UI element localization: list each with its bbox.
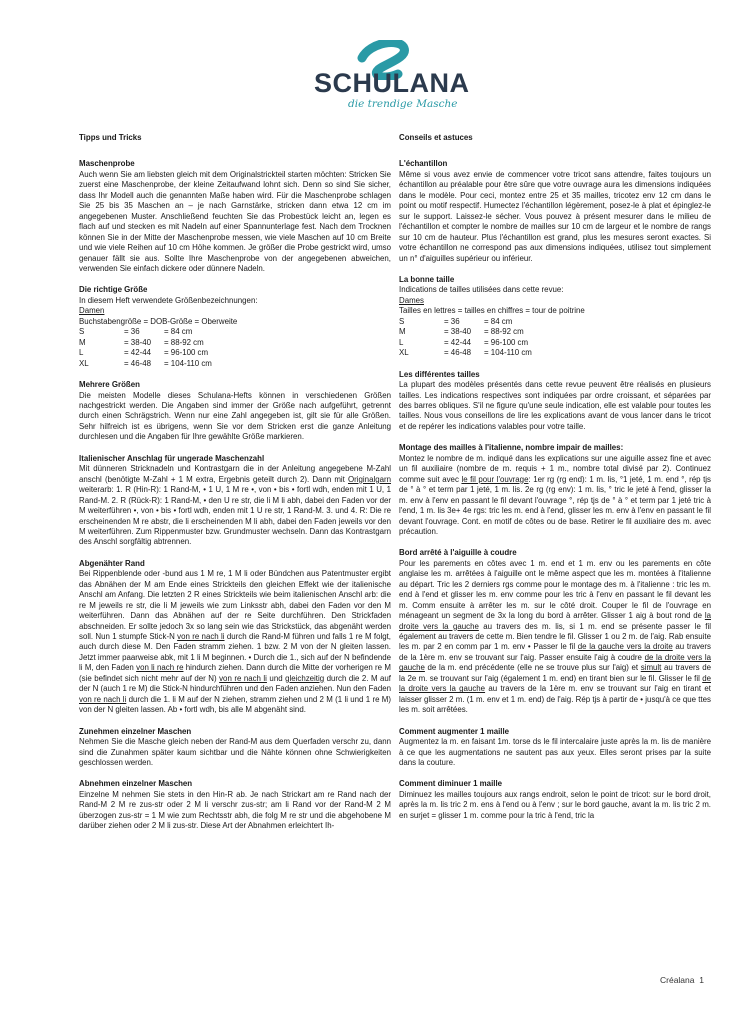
- table-cell: = 38-40: [444, 327, 471, 337]
- fr-taille-intro: Indications de tailles utilisées dans cette revue:: [399, 285, 564, 295]
- table-cell: M: [79, 337, 86, 347]
- underlined-phrase: simult: [640, 663, 662, 673]
- fr-section-augmenter: [399, 727, 711, 769]
- fr-heading: Conseils et astuces: [399, 133, 473, 142]
- text-run: durch die 1. li M auf der N ziehen, stramm ziehen und 2 M (1 li und 1 re M) von der N gleiten lassen. Ab • fortl wdh, bis alle M abgenäht sind.: [79, 694, 391, 715]
- table-cell: XL: [79, 358, 89, 368]
- table-cell: = 46-48: [444, 348, 471, 358]
- table-row: [399, 327, 532, 337]
- underlined-phrase: de la gauche vers la droite: [577, 642, 673, 652]
- german-column: [79, 133, 391, 843]
- underlined-phrase: von li nach re: [136, 663, 184, 673]
- fr-bord-title: Bord arrêté à l'aiguille à coudre: [399, 548, 517, 558]
- de-section-anschlag: [79, 454, 391, 548]
- underlined-phrase: Originalgarn: [348, 474, 391, 484]
- french-column: [399, 133, 711, 832]
- footer-brand: Créalana: [660, 975, 695, 985]
- fr-taille-title: La bonne taille: [399, 274, 455, 284]
- text-run: Montez le nombre de m. indiqué dans les explications sur une aiguille assez fine et avec un fil auxiliaire (nombre de m. requis + 1 m., nombre total divisé par 2). Continuez comme suit avec: [399, 453, 711, 484]
- fr-bord-text: [399, 559, 711, 716]
- text-run: Bei Rippenblende oder -bund aus 1 M re, 1 M li oder Bündchen aus Patentmuster ergibt das Abnähen der M am Ende eines Strickteils den gleichen Effekt wie der italienische Anschl am Anfang. Die letzten 2 R eines Strickteils wie beim italienischen Anschl arb: die re M jeweils re str, die li M jeweils wie zum Linksstr abh, dabei den Faden vor den M weiterführen. Dann das Abnähen auf der re Seite durchführen. Den Strickfaden abschneiden. Er sollte jedoch 3x so lang sein wie das Strickstück, das abgenäht werden soll. Nun 1 stumpfe Stick-N: [79, 569, 391, 642]
- fr-diminuer-title: Comment diminuer 1 maille: [399, 779, 503, 789]
- de-anschlag-title: Italienischer Anschlag für ungerade Maschenzahl: [79, 453, 265, 463]
- logo-tagline: die trendige Masche: [348, 98, 458, 110]
- text-run: au travers de la 2e m. se trouvant sur l'aig (également 1 m. end) en tirant bien sur le fil. Glisser le fil: [399, 663, 711, 683]
- fr-section-bord: [399, 548, 711, 715]
- table-cell: = 104-110 cm: [164, 358, 212, 368]
- table-cell: = 96-100 cm: [164, 348, 209, 358]
- text-run: durch die Rand-M führen und falls 1 re M folgt, auch durch diese M. Den Faden stramm ziehen. 1 bzw. 2 M von der N gleiten lassen. Jetzt immer paarweise abk, mit 1 li M beginnen. • Durch die 1., sich auf der N befindende li M, den Faden: [79, 632, 391, 673]
- table-cell: = 46-48: [124, 358, 151, 368]
- de-mehrere-text: Die meisten Modelle dieses Schulana-Hefts können in verschiedenen Größen nachgestrickt werden. Die Angaben sind immer der Größe nach aufgeführt, getrennt durch einen Schrägstrich. Wenn nur eine Zahl angegeben ist, gilt sie für alle Größen. Sehr hilfreich ist es übrigens, wenn Sie vor dem Stricken erst die ganze Anleitung durchlesen und die Angaben für Ihre gewählte Größe markieren.: [79, 390, 391, 442]
- de-groesse-legend: Buchstabengröße = DOB-Größe = Oberweite: [79, 316, 238, 326]
- text-run: au travers des m. lis, si 1 m. end se présente passer le fil également au travers de cette m. Bien tendre le fil. Glisser 1 ou 2 m. de l'aig. Rab ensuite les m. par 2 en comm par 1 m. env • Passer le fil: [399, 621, 711, 652]
- de-section-maschenprobe: [79, 159, 391, 274]
- de-anschlag-text: [79, 464, 391, 548]
- underlined-phrase: gleichzeitig: [285, 673, 325, 683]
- de-rand-title: Abgenähter Rand: [79, 558, 145, 568]
- table-cell: = 38-40: [124, 337, 151, 347]
- table-cell: = 88-92 cm: [484, 327, 524, 337]
- fr-tailles-title: Les différentes tailles: [399, 369, 480, 379]
- de-size-table: [79, 327, 212, 369]
- table-cell: XL: [399, 348, 409, 358]
- de-abnehmen-title: Abnehmen einzelner Maschen: [79, 779, 193, 789]
- de-zunehmen-title: Zunehmen einzelner Maschen: [79, 726, 192, 736]
- text-run: au travers de la 1ère m. env se trouvant sur l'aig en tirant et laisser glisser 2 m. (1 m. env et 1 m. end) de l'aig. Rép tjs à partir de • jusqu'à ce que ttes les m. soit arrêtées.: [399, 684, 711, 715]
- table-row: [399, 348, 532, 358]
- de-section-rand: [79, 559, 391, 716]
- table-row: [79, 359, 212, 369]
- underlined-phrase: de la droite vers la gauche: [399, 652, 711, 673]
- table-cell: = 84 cm: [484, 316, 513, 326]
- de-maschenprobe-text: Auch wenn Sie am liebsten gleich mit dem Originalstrickteil starten möchten: Stricken Sie zuerst eine Maschenprobe, der kleine Zeitaufwand lohnt sich. Denn so sind Sie sicher, dass Ihr Modell auch die genannten Maße haben wird. Für die Maschenprobe schlagen Sie 25 bis 35 Maschen an – je nach Garnstärke, stricken dann etwa 12 cm im angegebenen Muster. Anschließend feuchten Sie das Probestück leicht an, legen es flach auf und stecken es mit Nadeln auf einer Spannunterlage fest. Nach dem Trocknen können Sie in der Mitte der Maschenprobe messen, wie viele Maschen auf 10 cm Breite und wie viele Reihen auf 10 cm Höhe kommen. Je größer die Probe gestrickt wird, umso genauer fällt sie aus. Sollte Ihre Maschenprobe von der angegebenen abweichen, verwenden Sie einfach dickere oder dünnere Nadeln.: [79, 169, 391, 273]
- underlined-phrase: von re nach li: [177, 632, 225, 642]
- underlined-phrase: la droite vers la gauche: [399, 611, 711, 631]
- table-cell: S: [399, 316, 405, 326]
- de-section-mehrere: [79, 380, 391, 443]
- table-row: [79, 338, 212, 348]
- text-run: weiterarb: 1. R (Hin-R): 1 Rand-M, • 1 U, 1 M re •, von • bis • fortl wdh, enden mit 1 U, 1 Rand-M. 2. R (Rück-R): 1 Rand-M, • den U re str, die li M li abh, dabei den Faden vor der M weiterführen •, von • bis • fortl wdh, enden mit 1 U re str, 1 Rand-M. 3. und 4. R: Die re erscheinenden M re abstr, die li erscheinenden M li abh, dabei den Faden jeweils vor den M weiterführen. Zum Rippenmuster bzw. Grundmuster wechseln. Dann das Kontrastgarn des Anschl sorgfältig abtrennen.: [79, 485, 391, 547]
- table-row: [399, 338, 532, 348]
- underlined-phrase: le fil pour l'ouvrage: [461, 474, 529, 484]
- text-run: durch die 2. M auf der N (auch 1 re M) die Stick-N hindurchführen und den Faden anziehen. Nun den Faden: [79, 673, 391, 694]
- de-groesse-title: Die richtige Größe: [79, 285, 148, 295]
- fr-montage-title: Montage des mailles à l'italienne, nombre impair de mailles:: [399, 443, 624, 453]
- fr-echantillon-text: Même si vous avez envie de commencer votre tricot sans attendre, faites toujours un échantillon au préalable pour être sûre que votre ouvrage aura les dimensions indiquées dans le modèle. Pour ceci, montez entre 25 et 35 mailles, tricotez env 12 cm dans le point ou motif respectif. Humectez l'échantillon légèrement, posez-le à plat et épinglez-le sur le support. Laissez-le sécher. Vous pouvez à présent mesurer dans le milieu de l'échantillon et compter le nombre de mailles sur 10 cm de largeur et le nombre de rangs sur 10 cm de hauteur. Plus l'échantillon est grand, plus les mesures seront exactes. Si votre échantillon ne correspond pas aux dimensions indiquées, utilisez tout simplement un n° d'aiguilles supérieur ou inférieur.: [399, 169, 711, 263]
- table-row: [79, 327, 212, 337]
- fr-augmenter-text: Augmentez la m. en faisant 1m. torse ds le fil intercalaire juste après la m. lis de manière à ce que les augmentations ne sautent pas aux yeux. Elles seront prises par la suite dans la couture.: [399, 737, 711, 768]
- text-run: Pour les parements en côtes avec 1 m. end et 1 m. env ou les parements en côte anglaise les m. arrêtées à l'aiguille ont le même aspect que les m. montées à l'italienne au départ. Tric les 2 derniers rgs comme pour le montage des m. à l'italienne : tric les m. end à l'end et glisser les m. env comme pour les tric à l'env en passant le fil devant les m. Comm ensuite à arrêter les m. sur le côté droit. Couper le fil de l'ouvrage en ménageant un segment de 3x la long du bord à arrêter. Glisser 1 aig à bout rond de: [399, 558, 711, 621]
- table-cell: = 84 cm: [164, 327, 193, 337]
- text-run: au travers de la 1ère m. env se trouvant sur l'aig. Passer ensuite l'aig à coudre: [399, 642, 711, 662]
- text-run: hindurch ziehen. Dann durch die Mitte der vorherigen re M (sie befindet sich nicht mehr auf der N): [79, 663, 391, 683]
- fr-taille-legend: Tailles en lettres = tailles en chiffres = tour de poitrine: [399, 306, 585, 316]
- schulana-logo: [300, 40, 470, 120]
- page-number: 1: [699, 975, 704, 985]
- de-abnehmen-text: Einzelne M nehmen Sie stets in den Hin-R ab. Je nach Strickart am re Rand nach der Rand-M 2 M re zus-str oder 2 M li verschr zus-str; am li Rand vor der Rand-M 2 M überzogen zus-str = 1 M wie zum Rechtsstr abh, die folg M re str und die abgehobene M darüber ziehen oder 2 M li zus-str. Diese Art der Abnahmen erleichtert Ih-: [79, 789, 391, 831]
- fr-section-montage: [399, 443, 711, 537]
- table-cell: = 36: [444, 316, 460, 326]
- de-zunehmen-text: Nehmen Sie die Masche gleich neben der Rand-M aus dem Querfaden verschr zu, dann sind die Zunahmen später kaum sichtbar und die Nähte können ohne Schwierigkeiten geschlossen werden.: [79, 737, 391, 768]
- fr-echantillon-title: L'échantillon: [399, 159, 448, 169]
- fr-section-diminuer: [399, 779, 711, 821]
- de-groesse-intro: In diesem Heft verwendete Größenbezeichnungen:: [79, 295, 258, 305]
- table-cell: = 96-100 cm: [484, 337, 529, 347]
- fr-montage-text: [399, 454, 711, 538]
- fr-augmenter-title: Comment augmenter 1 maille: [399, 726, 510, 736]
- page-footer: [660, 975, 704, 985]
- table-cell: = 88-92 cm: [164, 337, 204, 347]
- table-row: [399, 317, 532, 327]
- fr-tailles-text: La plupart des modèles présentés dans cette revue peuvent être réalisés en plusieurs tailles. Les indications respectives sont indiquées par ordre croissant, et séparées par des barres obliques. S'il ne figure qu'une seule indication, elle est valable pour toutes les tailles. Nous vous conseillons de lire les explications avant de vous lancer dans le tricot et de repérer les indications valables pour votre taille.: [399, 380, 711, 431]
- de-heading: Tipps und Tricks: [79, 133, 142, 142]
- text-run: und: [266, 673, 286, 683]
- text-run: Mit dünneren Stricknadeln und Kontrastgarn die in der Anleitung angegebene M-Zahl anschl (benötigte M-Zahl + 1 M extra, Ergebnis geteilt durch 2). Dann mit: [79, 464, 391, 484]
- table-cell: = 42-44: [124, 348, 151, 358]
- text-run: : 1er rg (rg end): 1 m. lis, °1 jeté, 1 m. end °, rép tjs de ° à ° et term par 1 jeté, 1 m. lis. 2e rg (rg env): 1 m. lis, ° tric le jeté à l'end, glisser la m. env à l'env en passant le fil devant l'ouvrage °, rép tjs de ° à ° et term par 1 jeté tric à l'end, 1 m. lis 3e+ 4e rgs: tric les m. end à l'end, glisser les m. env à l'env en passant le fil devant l'ouvrage. Cont. en motif de côtes ou de base. Retirer le fil auxiliaire des m. avec précaution.: [399, 474, 712, 536]
- table-cell: L: [399, 337, 404, 347]
- table-row: [79, 348, 212, 358]
- fr-section-tailles: [399, 370, 711, 433]
- de-groesse-damen: Damen: [79, 306, 105, 316]
- table-cell: = 104-110 cm: [484, 348, 532, 358]
- table-cell: S: [79, 327, 85, 337]
- underlined-phrase: de la droite vers la gauche: [399, 673, 711, 694]
- de-maschenprobe-title: Maschenprobe: [79, 159, 135, 169]
- underlined-phrase: von re nach li: [219, 673, 267, 683]
- de-section-groesse: [79, 285, 391, 369]
- de-rand-text: [79, 569, 391, 715]
- fr-section-taille: [399, 275, 711, 359]
- table-cell: = 36: [124, 327, 140, 337]
- fr-section-echantillon: [399, 159, 711, 264]
- de-mehrere-title: Mehrere Größen: [79, 380, 140, 390]
- underlined-phrase: von re nach li: [79, 694, 127, 704]
- text-run: de la m. end précédente (elle ne se trouve plus sur l'aig) et: [424, 663, 641, 673]
- table-cell: M: [399, 327, 406, 337]
- logo-wordmark: SCHULANA: [314, 68, 470, 98]
- de-section-zunehmen: [79, 727, 391, 769]
- de-section-abnehmen: [79, 779, 391, 831]
- fr-taille-dames: Dames: [399, 295, 424, 305]
- fr-diminuer-text: Diminuez les mailles toujours aux rangs endroit, selon le point de tricot: sur le bord droit, après la m. lis tric 2 m. ens à l'end ou à l'env ; sur le bord gauche, avant la m. lis tric 2 m. en surjet = glisser 1 m. comme pour la tric à l'end, tric la: [399, 789, 711, 820]
- table-cell: L: [79, 348, 84, 358]
- fr-size-table: [399, 317, 532, 359]
- table-cell: = 42-44: [444, 337, 471, 347]
